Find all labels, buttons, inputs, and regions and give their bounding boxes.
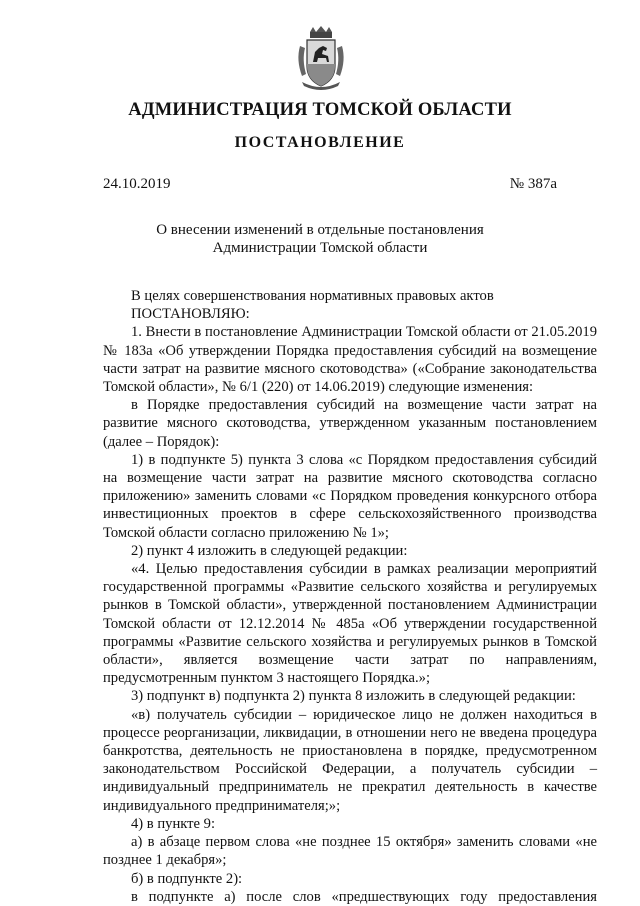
body-paragraph: «4. Целью предоставления субсидии в рамках реализации мероприятий государственной программы «Развитие сельского хозяйства и регулируемых рынков в Томской области», утвержденной постановлением Администрации Томской области от 12.12.2014 № 485а «Об утверждении государственной программы «Развитие сельского хозяйства и регулируемых рынков в Томской области», является возмещение части затрат по направлениям, предусмотренным пунктом 3 настоящего Порядка.»; — [103, 561, 597, 687]
body-paragraph: 1. Внести в постановление Администрации Томской области от 21.05.2019 № 183а «Об утверждении Порядка предоставления субсидий на возмещение части затрат на развитие мясного скотоводства» («Собрание законодательства Томской области», № 6/1 (220) от 14.06.2019) следующие изменения: — [103, 324, 597, 396]
body-paragraph: 4) в пункте 9: — [131, 815, 216, 832]
subject-line: О внесении изменений в отдельные постановления — [156, 222, 484, 238]
document-body — [103, 287, 597, 906]
томская-область-coat-of-arms-icon — [296, 26, 346, 90]
document-number: № 387а — [509, 176, 557, 192]
document-subject — [100, 221, 540, 257]
document-date: 24.10.2019 — [103, 176, 171, 192]
body-paragraph: б) в подпункте 2): — [131, 870, 243, 887]
body-paragraph: 3) подпункт в) подпункта 2) пункта 8 изложить в следующей редакции: — [131, 688, 576, 705]
document-type-title: ПОСТАНОВЛЕНИЕ — [234, 134, 406, 151]
body-paragraph: ПОСТАНОВЛЯЮ: — [131, 306, 250, 323]
body-paragraph: 1) в подпункте 5) пункта 3 слова «с Порядком предоставления субсидий на возмещение части затрат на развитие мясного скотоводства согласно приложению» заменить словами «с Порядком проведения конкурсного отбора инвестиционных проектов в сфере сельскохозяйственного производства Томской области согласно приложению № 1»; — [103, 451, 597, 541]
organization-title: АДМИНИСТРАЦИЯ ТОМСКОЙ ОБЛАСТИ — [128, 100, 512, 120]
body-paragraph: в подпункте а) после слов «предшествующих году предоставления — [131, 888, 597, 905]
body-paragraph: «в) получатель субсидии – юридическое лицо не должен находиться в процессе реорганизации, ликвидации, в отношении него не введена процедура банкротства, деятельность не приостановлена в порядке, предусмотренном законодательством Российской Федерации, а получатель субсидии – индивидуальный предприниматель не прекратил деятельность в качестве индивидуального предпринимателя;»; — [103, 706, 597, 814]
body-paragraph: в Порядке предоставления субсидий на возмещение части затрат на развитие мясного скотоводства, утвержденном указанным постановлением (далее – Порядок): — [103, 397, 597, 450]
body-paragraph: а) в абзаце первом слова «не позднее 15 октября» заменить словами «не позднее 1 декабря»; — [103, 834, 597, 869]
subject-line: Администрации Томской области — [212, 240, 428, 256]
body-paragraph: 2) пункт 4 изложить в следующей редакции: — [131, 542, 408, 559]
body-paragraph: В целях совершенствования нормативных правовых актов — [131, 288, 494, 304]
